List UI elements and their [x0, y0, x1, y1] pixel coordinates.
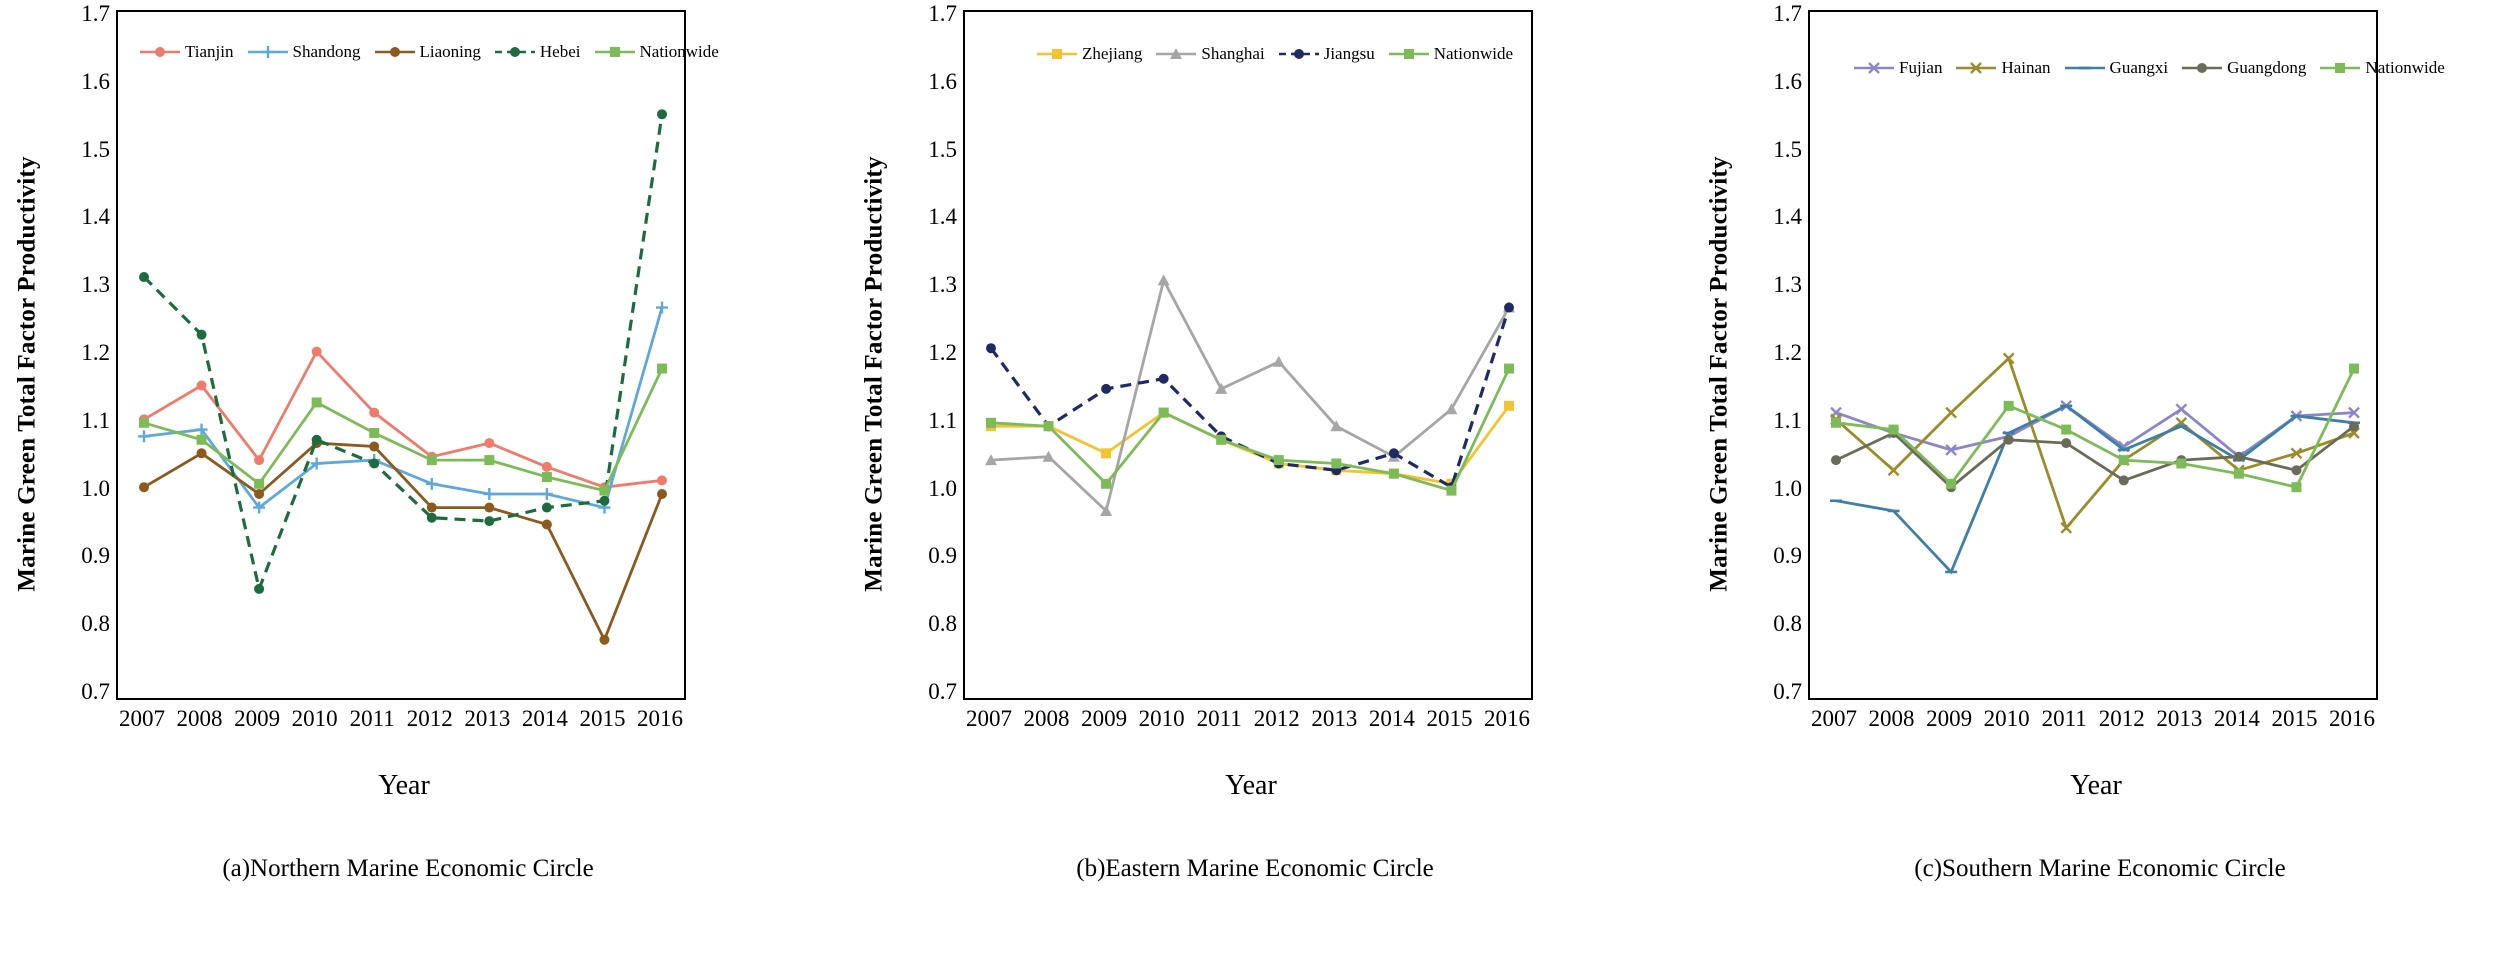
- panel-b: [855, 0, 1655, 957]
- y-tick-label: 0.9: [1773, 543, 1802, 569]
- x-tick-label: 2011: [2041, 706, 2087, 731]
- x-tick-label: 2012: [2098, 706, 2145, 731]
- legend-label: Jiangsu: [1323, 44, 1375, 63]
- legend-label: Shandong: [292, 42, 361, 61]
- x-tick-label: 2008: [1868, 706, 1915, 731]
- legend-label: Nationwide: [2365, 58, 2445, 77]
- x-tick-label: 2015: [579, 706, 626, 731]
- x-tick-label: 2014: [2213, 706, 2260, 731]
- x-tick-label: 2008: [176, 706, 223, 731]
- plot-area-c: [1746, 1, 2446, 736]
- x-axis-label-c: Year: [2070, 770, 2122, 801]
- panel-c: [1700, 0, 2500, 957]
- y-tick-label: 1.7: [81, 1, 110, 26]
- y-tick-label: 1.0: [1773, 475, 1802, 501]
- x-tick-label: 2014: [521, 706, 568, 731]
- caption-c: (c)Southern Marine Economic Circle: [1914, 855, 2286, 882]
- y-tick-label: 1.5: [81, 136, 110, 162]
- y-tick-label: 1.2: [1773, 340, 1802, 365]
- legend-label: Nationwide: [639, 42, 719, 61]
- x-axis-ticks-c: [1808, 706, 2378, 746]
- y-tick-label: 1.5: [928, 136, 957, 162]
- plot-area-b: [901, 1, 1601, 736]
- legend-label: Guangdong: [2227, 58, 2307, 77]
- x-tick-label: 2013: [464, 706, 511, 731]
- x-tick-label: 2016: [2329, 706, 2375, 731]
- x-axis-label-a: Year: [378, 770, 430, 801]
- legend-label: Shanghai: [1201, 44, 1265, 63]
- y-axis-ticks-c: [1746, 1, 1806, 736]
- y-tick-label: 0.9: [928, 543, 957, 569]
- y-tick-label: 0.8: [928, 611, 957, 637]
- caption-a: (a)Northern Marine Economic Circle: [222, 855, 594, 882]
- x-tick-label: 2009: [1081, 706, 1128, 731]
- x-tick-label: 2013: [2156, 706, 2203, 731]
- plot-area-a: [54, 1, 754, 736]
- y-tick-label: 1.4: [1773, 204, 1802, 230]
- y-tick-label: 1.3: [81, 272, 110, 298]
- x-tick-label: 2010: [1983, 706, 2030, 731]
- y-tick-label: 1.1: [1773, 407, 1802, 433]
- y-tick-label: 1.4: [928, 204, 957, 230]
- y-axis-label-c: Marine Green Total Factor Productivity: [1706, 156, 1734, 592]
- x-tick-label: 2011: [1196, 706, 1242, 731]
- x-tick-label: 2009: [234, 706, 281, 731]
- legend-label: Nationwide: [1433, 44, 1514, 63]
- series-canvas-c: [1810, 12, 2376, 698]
- x-tick-label: 2013: [1311, 706, 1358, 731]
- y-tick-label: 0.7: [928, 679, 957, 704]
- y-axis-label-a: Marine Green Total Factor Productivity: [14, 156, 42, 592]
- plot-frame-a: [116, 10, 719, 700]
- y-axis-ticks-a: [54, 1, 114, 736]
- legend-label: Hebei: [539, 42, 581, 61]
- y-tick-label: 1.1: [928, 407, 957, 433]
- x-tick-label: 2011: [349, 706, 395, 731]
- caption-b: (b)Eastern Marine Economic Circle: [1076, 855, 1434, 882]
- y-tick-label: 0.7: [1773, 679, 1802, 704]
- y-tick-label: 1.0: [81, 475, 110, 501]
- y-axis-ticks-b: [901, 1, 961, 736]
- y-tick-label: 1.0: [928, 475, 957, 501]
- x-axis-ticks-b: [963, 706, 1533, 746]
- y-tick-label: 1.1: [81, 407, 110, 433]
- x-axis-label-b: Year: [1225, 770, 1277, 801]
- y-tick-label: 1.4: [81, 204, 110, 230]
- x-tick-label: 2015: [2271, 706, 2318, 731]
- y-tick-label: 1.6: [928, 68, 957, 94]
- legend-label: Hainan: [2001, 58, 2051, 77]
- y-tick-label: 1.7: [1773, 1, 1802, 26]
- y-tick-label: 1.5: [1773, 136, 1802, 162]
- y-tick-label: 1.6: [81, 68, 110, 94]
- x-tick-label: 2007: [1811, 706, 1857, 731]
- y-tick-label: 1.7: [928, 1, 957, 26]
- x-tick-label: 2016: [637, 706, 683, 731]
- y-tick-label: 1.2: [81, 340, 110, 365]
- series-canvas-a: [118, 12, 684, 698]
- x-tick-label: 2009: [1926, 706, 1973, 731]
- plot-frame-b: [963, 10, 1533, 700]
- x-axis-ticks-a: [116, 706, 686, 746]
- plot-frame-c: [1808, 10, 2445, 700]
- y-tick-label: 0.7: [81, 679, 110, 704]
- y-tick-label: 0.8: [1773, 611, 1802, 637]
- series-canvas-b: [965, 12, 1531, 698]
- x-tick-label: 2010: [1138, 706, 1185, 731]
- x-tick-label: 2014: [1368, 706, 1415, 731]
- panel-a: [8, 0, 808, 957]
- y-tick-label: 1.3: [1773, 272, 1802, 298]
- y-tick-label: 0.8: [81, 611, 110, 637]
- x-tick-label: 2012: [406, 706, 453, 731]
- legend-label: Tianjin: [185, 42, 234, 61]
- x-tick-label: 2008: [1023, 706, 1070, 731]
- x-tick-label: 2016: [1484, 706, 1530, 731]
- legend-label: Liaoning: [419, 42, 481, 61]
- y-tick-label: 1.6: [1773, 68, 1802, 94]
- legend-label: Zhejiang: [1082, 44, 1143, 63]
- y-tick-label: 1.2: [928, 340, 957, 365]
- legend-label: Guangxi: [2109, 58, 2169, 77]
- x-tick-label: 2007: [966, 706, 1012, 731]
- x-tick-label: 2012: [1253, 706, 1300, 731]
- legend-label: Fujian: [1899, 58, 1943, 77]
- x-tick-label: 2007: [119, 706, 165, 731]
- y-tick-label: 0.9: [81, 543, 110, 569]
- x-tick-label: 2010: [291, 706, 338, 731]
- x-tick-label: 2015: [1426, 706, 1473, 731]
- y-tick-label: 1.3: [928, 272, 957, 298]
- y-axis-label-b: Marine Green Total Factor Productivity: [861, 156, 889, 592]
